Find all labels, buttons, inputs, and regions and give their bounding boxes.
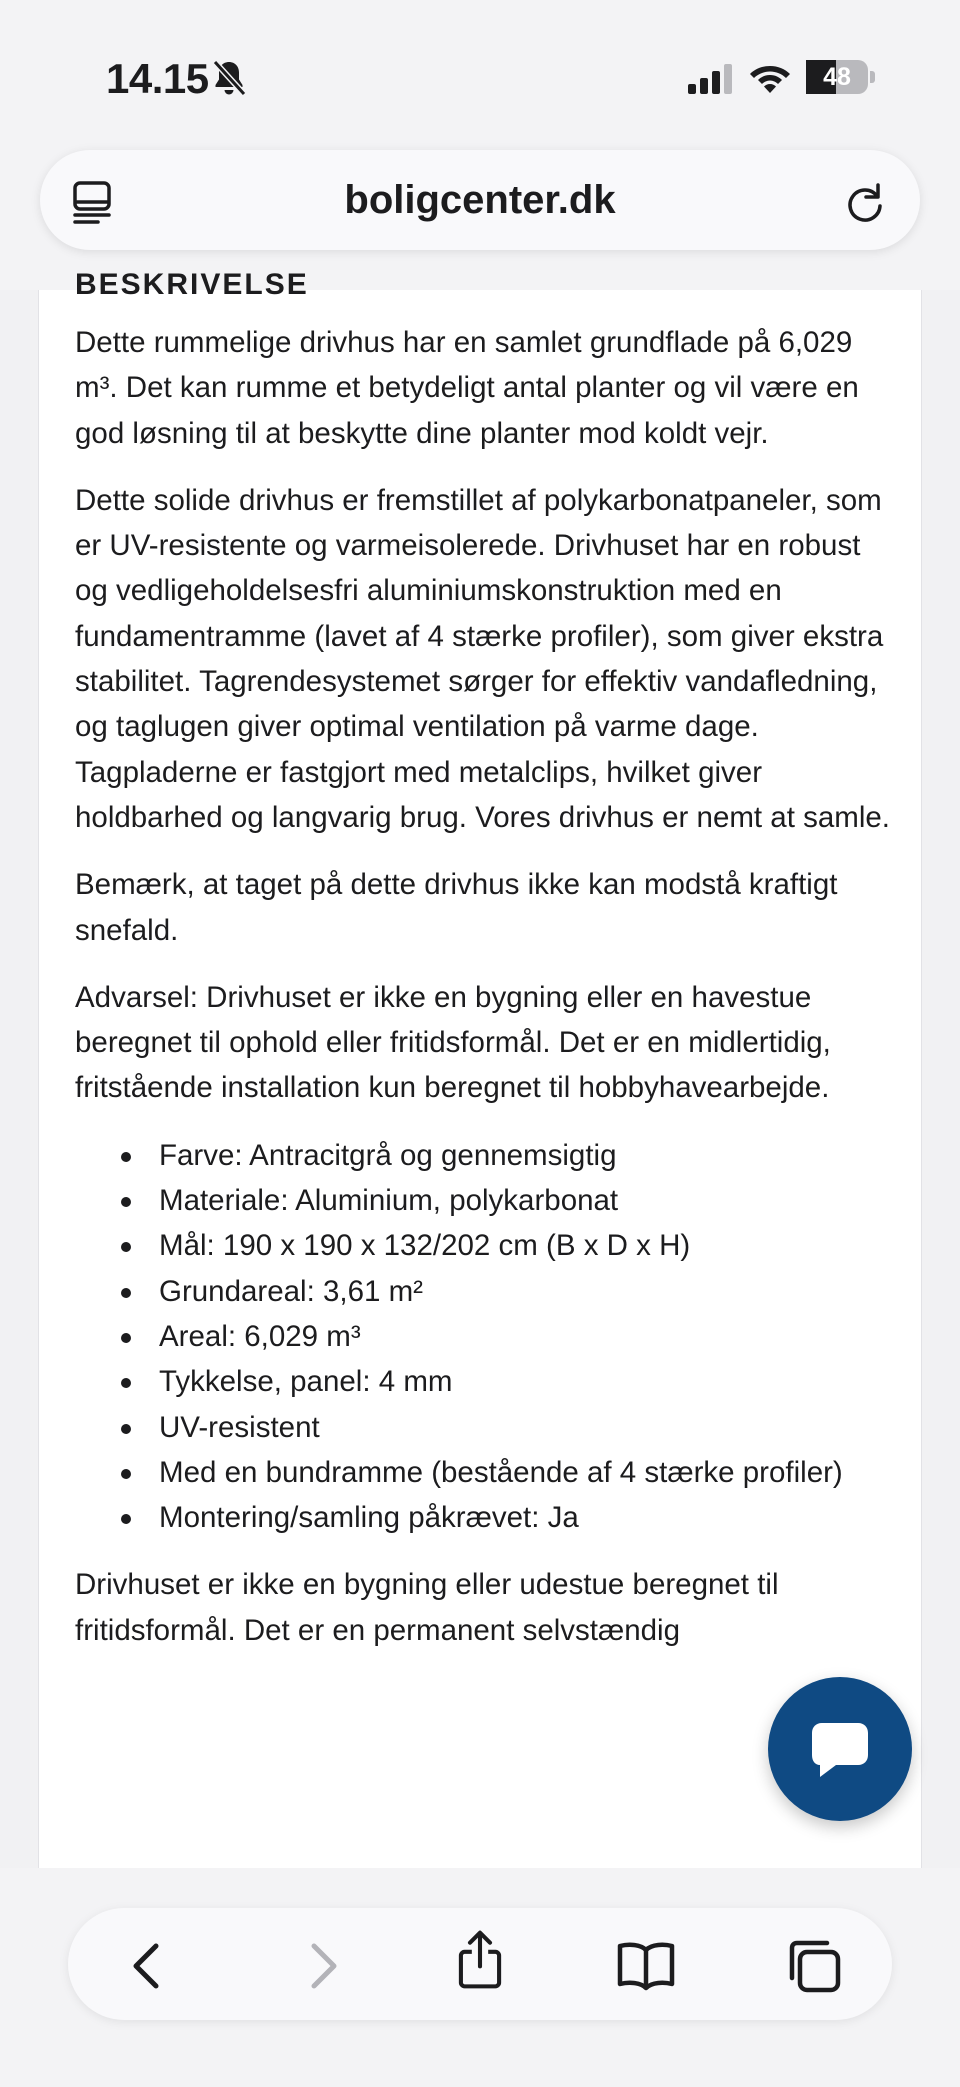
url-text[interactable]: boligcenter.dk (344, 178, 616, 222)
paragraph: Advarsel: Drivhuset er ikke en bygning eller en havestue beregnet til ophold eller fritidsformål. Det er en midlertidig, fritstående installation kun beregnet til hobbyhavearbejde. (75, 980, 831, 1105)
spec-item: Areal: 6,029 m³ (75, 1314, 895, 1359)
status-time: 14.15 (106, 55, 209, 102)
page-content (38, 268, 922, 1868)
cellular-signal-icon (688, 64, 734, 94)
spec-item: Med en bundramme (bestående af 4 stærke profiler) (75, 1450, 895, 1495)
bookmarks-icon[interactable] (616, 1936, 676, 1996)
spec-item: Farve: Antracitgrå og gennemsigtig (75, 1133, 895, 1178)
spec-item: Tykkelse, panel: 4 mm (75, 1359, 895, 1404)
spec-list (75, 1133, 895, 1541)
bell-slash-icon (210, 58, 248, 98)
battery-icon (806, 60, 876, 94)
toolbar-pill (68, 1908, 892, 2020)
spec-item: Mål: 190 x 190 x 132/202 cm (B x D x H) (75, 1223, 895, 1268)
paragraph: Bemærk, at taget på dette drivhus ikke kan modstå kraftigt snefald. (75, 868, 838, 947)
reload-icon[interactable] (844, 182, 886, 224)
paragraph: Drivhuset er ikke en bygning eller udestue beregnet til fritidsformål. Det er en permanent selvstændig (75, 1568, 779, 1647)
address-bar[interactable] (40, 150, 920, 250)
paragraph: Dette rummelige drivhus har en samlet grundflade på 6,029 m³. Det kan rumme et betydeligt antal planter og vil være en god løsning til at beskytte dine planter mod koldt vejr. (75, 326, 859, 450)
spec-item: Materiale: Aluminium, polykarbonat (75, 1178, 895, 1223)
description-text (75, 320, 895, 1675)
status-bar (0, 0, 960, 150)
paragraph: Dette solide drivhus er fremstillet af polykarbonatpaneler, som er UV-resistente og varmeisolerede. Drivhuset har en robust og vedligeholdelsesfri aluminiumskonstruktion med en fundamentramme (lavet af 4 stærke profiler), som giver ekstra stabilitet. Tagrendesystemet sørger for effektiv vandafledning, og taglugen giver optimal ventilation på varme dage. Tagpladerne er fastgjort med metalclips, hvilket giver holdbarhed og langvarig brug. Vores drivhus er nemt at samle. (75, 483, 890, 834)
browser-toolbar (0, 1868, 960, 2087)
back-icon[interactable] (120, 1936, 180, 1996)
section-title[interactable]: BESKRIVELSE (75, 268, 309, 301)
share-icon[interactable] (450, 1930, 510, 1990)
spec-item: Grundareal: 3,61 m² (75, 1269, 895, 1314)
forward-icon[interactable] (290, 1936, 350, 1996)
spec-item: UV-resistent (75, 1405, 895, 1450)
wifi-icon (748, 60, 792, 94)
tabs-icon[interactable] (784, 1936, 844, 1996)
chat-button[interactable] (768, 1677, 912, 1821)
spec-item: Montering/samling påkrævet: Ja (75, 1495, 895, 1540)
chat-bubble-icon (810, 1721, 870, 1779)
battery-level: 48 (823, 63, 851, 91)
